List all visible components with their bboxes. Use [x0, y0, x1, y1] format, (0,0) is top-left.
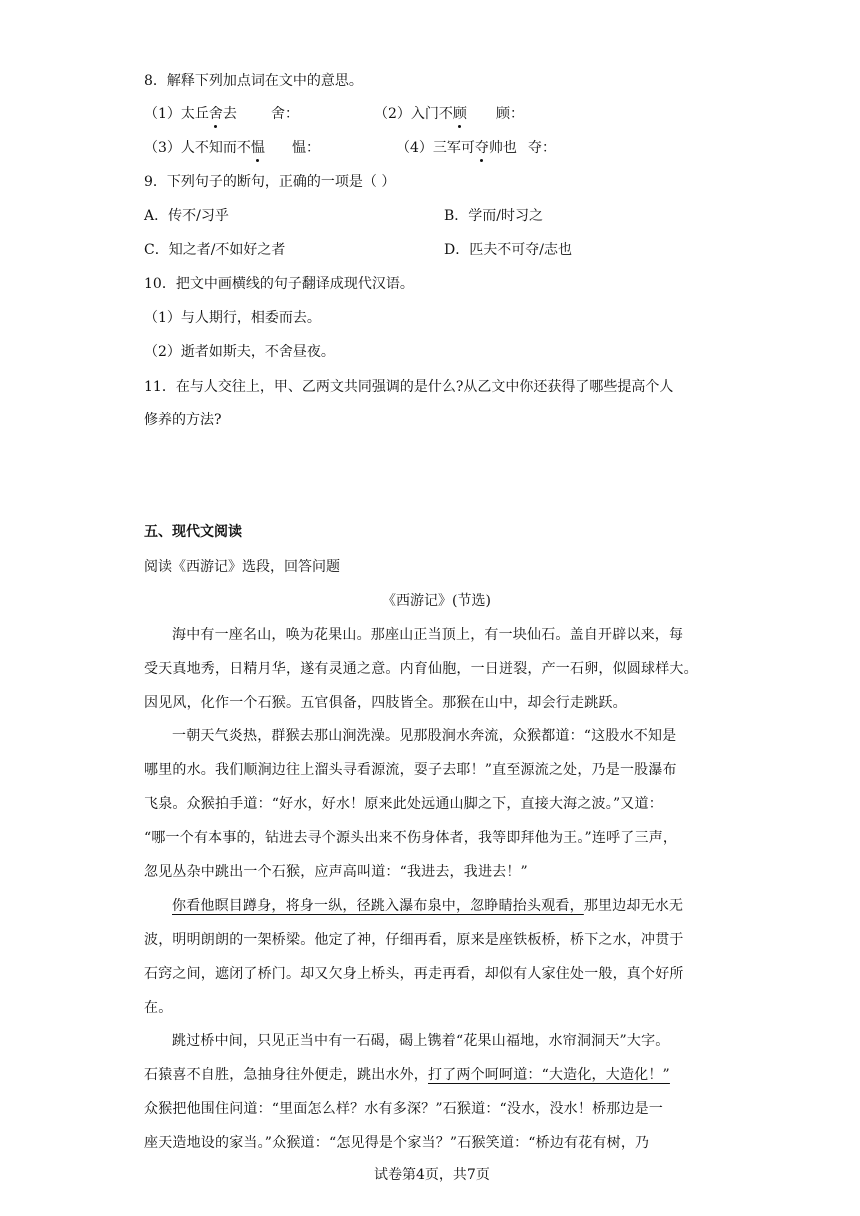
passage-line-underlined — [144, 1065, 670, 1085]
passage-line: 众猴把他围住问道：“里面怎么样？水有多深？”石猴道：“没水，没水！桥那边是一 — [144, 1101, 664, 1117]
q8-item-2-dotted-word: 顾 — [452, 106, 467, 122]
q11-stem-line-2: 修养的方法? — [144, 412, 222, 428]
q9-option-b: B．学而/时习之 — [444, 208, 544, 224]
q8-item-3-dotted-word: 愠 — [250, 140, 265, 156]
passage-line: “哪一个有本事的，钻进去寻个源头出来不伤身体者，我等即拜他为王。”连呼了三声， — [144, 830, 678, 846]
q8-item-1-post: 去 — [222, 106, 237, 122]
q9-stem: 9．下列句子的断句，正确的一项是（ ） — [144, 174, 396, 190]
q8-item-3 — [144, 138, 265, 158]
passage-line: 波，明明朗朗的一架桥梁。他定了神，仔细再看，原来是座铁板桥，桥下之水，冲贯于 — [144, 932, 684, 948]
q8-stem: 8．解释下列加点词在文中的意思。 — [144, 73, 363, 89]
q9-option-c: C．知之者/不如好之者 — [144, 242, 286, 258]
passage-line: 石窍之间，遮闭了桥门。却又欠身上桥头，再走再看，却似有人家住处一般，真个好所 — [144, 966, 684, 982]
passage-line: 座天造地设的家当。”众猴道：“怎见得是个家当？”石猴笑道：“桥边有花有树，乃 — [144, 1135, 650, 1151]
passage-text: 石猿喜不自胜，急抽身往外便走，跳出水外， — [144, 1067, 428, 1083]
q8-item-4-answer: 夺： — [528, 140, 556, 156]
q10-stem: 10．把文中画横线的句子翻译成现代汉语。 — [144, 276, 414, 292]
q8-item-2-answer: 顾： — [496, 106, 524, 122]
q8-item-4-dotted-word: 夺 — [474, 140, 489, 156]
q9-option-d: D．匹夫不可夺/志也 — [444, 242, 572, 258]
passage-line: 因见风，化作一个石猴。五官俱备，四肢皆全。那猴在山中，却会行走跳跃。 — [144, 695, 627, 711]
q8-item-2-pre: （2）入门不 — [374, 106, 453, 122]
q8-item-1 — [144, 104, 237, 124]
passage-line: 跳过桥中间，只见正当中有一石碣，碣上镌着“花果山福地，水帘洞洞天”大字。 — [172, 1033, 670, 1049]
q8-item-4-pre: （4）三军可 — [396, 140, 475, 156]
passage-line-underlined — [172, 896, 683, 916]
underlined-sentence: 你看他瞑目蹲身，将身一纵，径跳入瀑布泉中，忽睁睛抬头观看， — [172, 898, 584, 914]
q8-item-4 — [396, 138, 517, 158]
q8-item-1-answer: 舍： — [271, 106, 299, 122]
passage-line: 海中有一座名山，唤为花果山。那座山正当顶上，有一块仙石。盖自开辟以来，每 — [172, 627, 684, 643]
passage-title: 《西游记》(节选) — [382, 593, 491, 609]
q8-item-3-pre: （3）人不知而不 — [144, 140, 251, 156]
q8-item-1-pre: （1）太丘 — [144, 106, 209, 122]
q10-sentence-1: （1）与人期行，相委而去。 — [144, 310, 321, 326]
passage-line: 哪里的水。我们顺涧边往上溜头寻看源流，耍子去耶！”直至源流之处，乃是一股瀑布 — [144, 762, 677, 778]
passage-line: 一朝天气炎热，群猴去那山涧洗澡。见那股涧水奔流，众猴都道：“这股水不知是 — [172, 728, 677, 744]
passage-text: 那里边却无水无 — [583, 898, 684, 914]
q10-sentence-2: （2）逝者如斯夫，不舍昼夜。 — [144, 344, 335, 360]
q8-item-2 — [374, 104, 467, 124]
passage-line: 飞泉。众猴拍手道：“好水，好水！原来此处远通山脚之下，直接大海之波。”又道： — [144, 796, 663, 812]
q8-item-3-answer: 愠： — [292, 140, 320, 156]
passage-line: 在。 — [144, 1000, 173, 1016]
passage-line: 受天真地秀，日精月华，遂有灵通之意。内育仙胞，一日迸裂，产一石卵，似圆球样大。 — [144, 661, 698, 677]
underlined-sentence: 打了两个呵呵道：“大造化，大造化！” — [428, 1067, 670, 1083]
section-heading: 五、现代文阅读 — [144, 524, 242, 540]
q9-option-a: A．传不/习乎 — [144, 208, 229, 224]
page-footer: 试卷第4页，共7页 — [374, 1167, 490, 1183]
passage-line: 忽见丛杂中跳出一个石猴，应声高叫道：“我进去，我进去！” — [144, 864, 528, 880]
section-intro: 阅读《西游记》选段，回答问题 — [144, 559, 340, 575]
q8-item-1-dotted-word: 舍 — [208, 106, 223, 122]
q11-stem-line-1: 11．在与人交往上，甲、乙两文共同强调的是什么?从乙文中你还获得了哪些提高个人 — [144, 379, 674, 395]
q8-item-4-post: 帅也 — [488, 140, 517, 156]
